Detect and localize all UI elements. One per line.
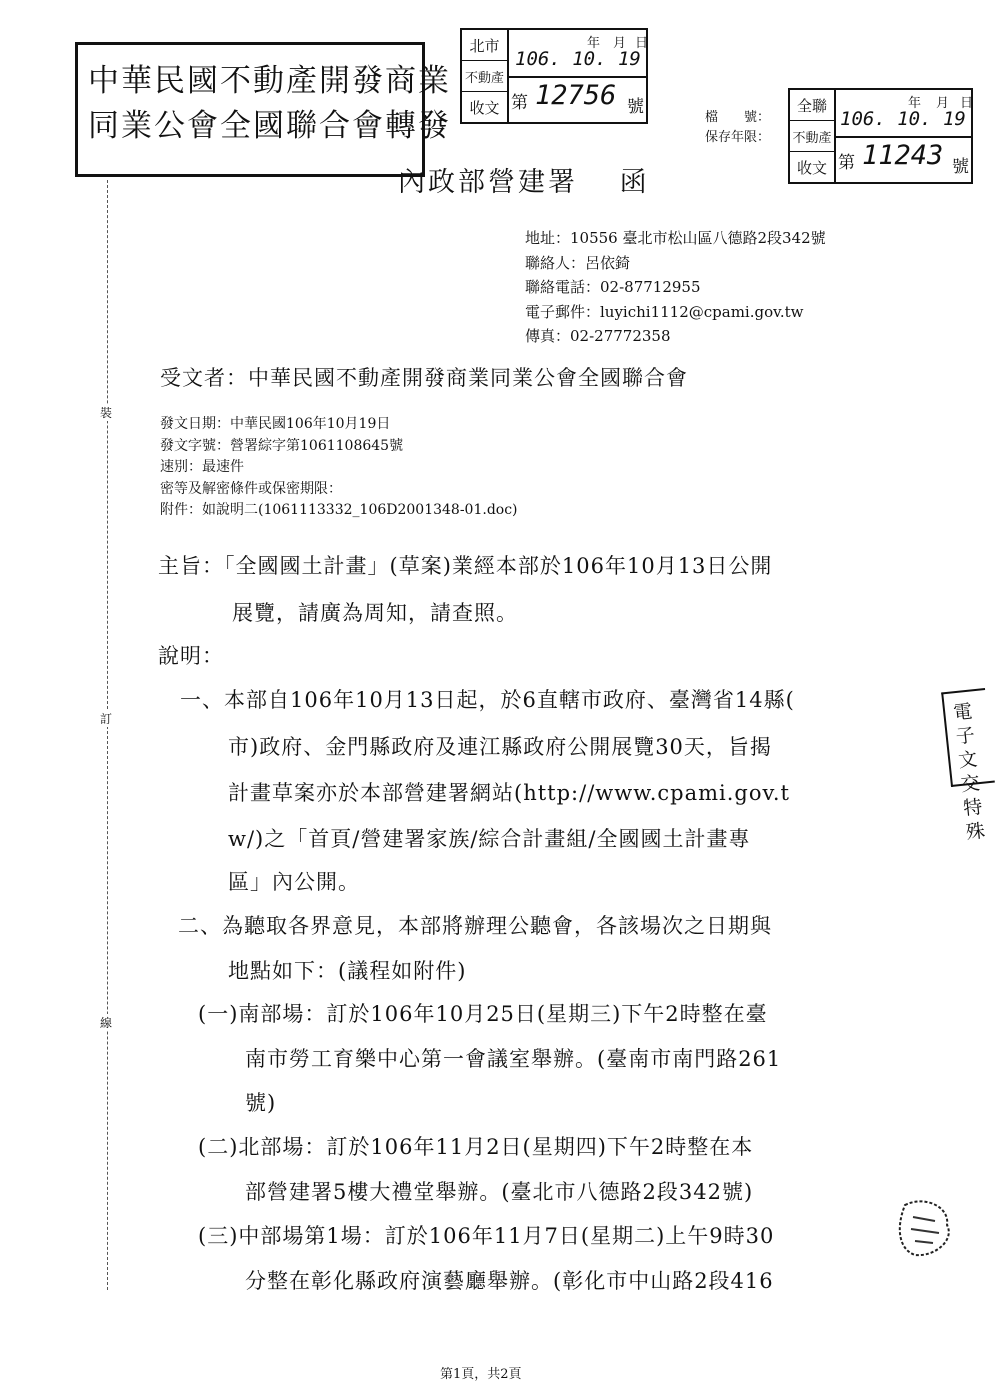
receipt-stamp-taipei: [460, 28, 648, 124]
corner-stamp-line1: 電子: [952, 700, 976, 749]
sub3-line-2: 分整在彰化縣政府演藝廳舉辦。(彰化市中山路2段416: [245, 1269, 774, 1293]
document-number: 發文字號：營署綜字第1061108645號: [160, 437, 404, 454]
item1-line-3: 計畫草案亦於本部營建署網站(http://www.cpami.gov.t: [228, 781, 790, 805]
item2-line-1: 二、為聽取各界意見，本部將辦理公聽會，各該場次之日期與: [178, 914, 772, 938]
corner-stamp: [941, 688, 995, 844]
binding-mark-ding: 訂: [100, 712, 113, 726]
receipt-stamp-org-mid: 不動產: [462, 61, 507, 92]
agency-title: 內政部營建署 函: [398, 167, 650, 198]
receipt-stamp-month-label: 月: [936, 96, 950, 111]
urgency: 速別：最速件: [160, 459, 244, 475]
attachment: 附件：如說明二(1061113332_106D2001348-01.doc): [160, 502, 518, 518]
recipient: 受文者：中華民國不動產開發商業同業公會全國聯合會: [160, 366, 688, 390]
item2-line-2: 地點如下：(議程如附件): [228, 959, 467, 983]
receipt-stamp-date: 106. 10. 19: [515, 48, 641, 70]
receipt-stamp-day-label: 日: [635, 36, 649, 51]
page-footer: 第1頁，共2頁: [440, 1367, 522, 1382]
sub2-line-1: (二)北部場：訂於106年11月2日(星期四)下午2時整在本: [198, 1135, 754, 1159]
corner-stamp-line3: 特殊: [962, 795, 987, 844]
receipt-stamp-no-suffix: 號: [952, 157, 969, 177]
file-number-label: 檔 號：: [705, 110, 771, 125]
contact-address: 地址：10556 臺北市松山區八德路2段342號: [525, 229, 826, 247]
contact-email: 電子郵件：luyichi1112@cpami.gov.tw: [525, 302, 804, 321]
forward-stamp: [75, 42, 451, 177]
receipt-stamp-org-top: 北市: [462, 30, 507, 61]
receipt-stamp-no-suffix: 號: [627, 97, 644, 117]
seal-fragment: [895, 1195, 955, 1265]
receipt-stamp-org-mid: 不動產: [790, 121, 834, 152]
item1-line-4: w/)之「首頁/營建署家族/綜合計畫組/全國國土計畫專: [228, 827, 751, 851]
receipt-stamp-no-prefix: 第: [838, 153, 855, 173]
receipt-stamp-year-label: 年: [908, 96, 922, 111]
contact-fax: 傳真：02-27772358: [525, 327, 671, 345]
security-level: 密等及解密條件或保密期限：: [160, 480, 342, 497]
issue-date: 發文日期：中華民國106年10月19日: [160, 416, 391, 432]
forward-stamp-line1: 中華民國不動產開發商業: [88, 63, 451, 99]
explanation-label: 說明：: [158, 644, 224, 668]
receipt-stamp-month-label: 月: [613, 36, 627, 51]
contact-person: 聯絡人：呂依錡: [525, 253, 631, 272]
sub3-line-1: (三)中部場第1場：訂於106年11月7日(星期二)上午9時30: [198, 1224, 775, 1248]
corner-stamp-line2: 文交: [957, 748, 981, 796]
receipt-stamp-number: 12756: [535, 80, 617, 111]
receipt-stamp-org-bot: 收文: [469, 98, 500, 117]
subject-line-1: 主旨：「全國國土計畫」(草案)業經本部於106年10月13日公開: [158, 554, 773, 578]
forward-stamp-line2: 同業公會全國聯合會轉發: [88, 108, 451, 144]
receipt-stamp-no-prefix: 第: [511, 93, 528, 113]
receipt-stamp-org-bot: 收文: [796, 158, 827, 177]
item1-line-5: 區」內公開。: [228, 870, 360, 894]
contact-block: [525, 226, 826, 349]
receipt-stamp-national: [788, 88, 973, 184]
receipt-stamp-org-top: 全聯: [790, 90, 834, 121]
binding-line: [107, 180, 108, 1290]
receipt-stamp-number: 11243: [862, 140, 944, 171]
binding-mark-zhuang: 裝: [100, 406, 113, 420]
receipt-stamp-day-label: 日: [960, 96, 974, 111]
contact-phone: 聯絡電話：02-87712955: [525, 278, 701, 296]
sub2-line-2: 部營建署5樓大禮堂舉辦。(臺北市八德路2段342號): [245, 1180, 754, 1204]
item1-line-1: 一、本部自106年10月13日起，於6直轄市政府、臺灣省14縣(: [180, 688, 795, 712]
binding-mark-xian: 線: [100, 1016, 113, 1030]
sub1-line-3: 號): [245, 1091, 277, 1115]
subject-line-2: 展覽，請廣為周知，請查照。: [232, 601, 518, 625]
sub1-line-1: (一)南部場：訂於106年10月25日(星期三)下午2時整在臺: [198, 1002, 768, 1026]
filing-block: [705, 108, 770, 148]
receipt-stamp-year-label: 年: [587, 36, 601, 51]
sub1-line-2: 南市勞工育樂中心第一會議室舉辦。(臺南市南門路261: [245, 1047, 782, 1071]
item1-line-2: 市)政府、金門縣政府及連江縣政府公開展覽30天，旨揭: [228, 735, 772, 759]
document-meta: [160, 414, 518, 522]
receipt-stamp-date: 106. 10. 19: [840, 108, 966, 130]
retention-label: 保存年限：: [705, 130, 771, 145]
